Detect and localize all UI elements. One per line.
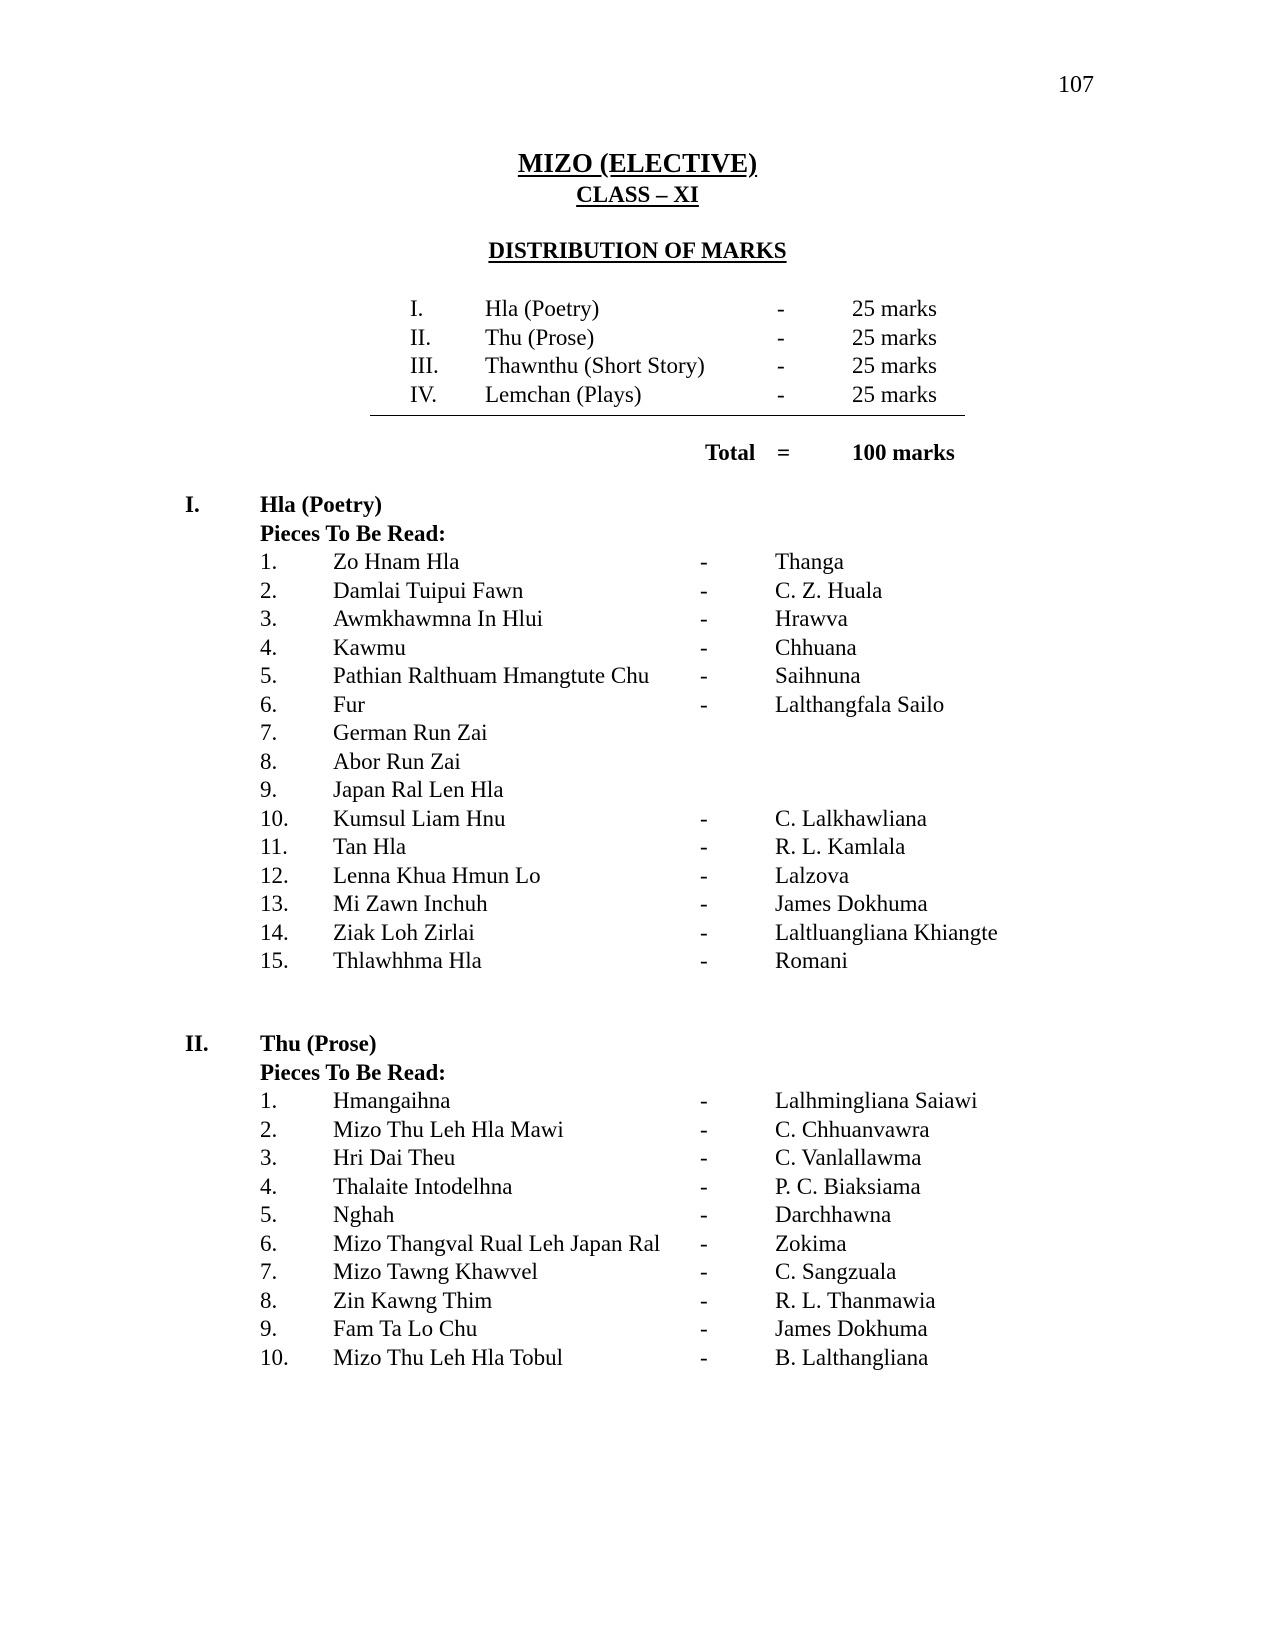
list-item: [185, 692, 1085, 721]
section-title: Hla (Poetry): [260, 492, 382, 517]
item-dash: -: [700, 1088, 708, 1113]
item-dash: -: [700, 891, 708, 916]
item-number: 4.: [260, 634, 278, 660]
list-item: [185, 806, 1085, 835]
item-dash: -: [700, 691, 708, 717]
item-author: Romani: [775, 948, 848, 973]
section-poetry: [185, 492, 1085, 977]
list-item: [185, 891, 1085, 920]
item-number: 1.: [260, 549, 278, 574]
marks-row-dash: -: [777, 353, 785, 378]
item-author: P. C. Biaksiama: [775, 1173, 921, 1199]
item-author: Hrawva: [775, 606, 848, 631]
item-title: Abor Run Zai: [333, 748, 461, 774]
item-dash: -: [700, 1287, 708, 1313]
marks-row-name: Thu (Prose): [485, 324, 595, 350]
marks-divider: [370, 415, 965, 416]
item-dash: -: [700, 1202, 708, 1227]
item-number: 11.: [260, 834, 288, 859]
marks-row-name: Hla (Poetry): [485, 296, 600, 321]
item-title: Mi Zawn Inchuh: [333, 891, 488, 916]
item-title: Mizo Tawng Khawvel: [333, 1259, 538, 1284]
list-item: [185, 1174, 1085, 1203]
item-dash: -: [700, 1116, 708, 1142]
marks-row: [370, 296, 970, 325]
item-dash: -: [700, 1316, 708, 1341]
item-author: C. Z. Huala: [775, 577, 883, 603]
item-number: 7.: [260, 720, 278, 745]
item-dash: -: [700, 606, 708, 631]
item-title: Lenna Khua Hmun Lo: [333, 862, 541, 888]
marks-row-dash: -: [777, 296, 785, 321]
item-number: 6.: [260, 691, 278, 717]
list-item: [185, 549, 1085, 578]
section-heading: [185, 492, 1085, 521]
marks-row-number: II.: [410, 324, 432, 350]
marks-row-marks: 25 marks: [852, 353, 937, 378]
item-dash: -: [700, 805, 708, 831]
list-item: [185, 948, 1085, 977]
total-value: 100 marks: [852, 440, 955, 465]
list-item: [185, 1202, 1085, 1231]
list-item: [185, 777, 1085, 806]
item-author: Chhuana: [775, 634, 857, 660]
distribution-heading-text: DISTRIBUTION OF MARKS: [488, 238, 787, 263]
item-author: Zokima: [775, 1230, 847, 1256]
marks-row-number: III.: [410, 353, 439, 378]
list-item: [185, 1259, 1085, 1288]
prose-list: [185, 1088, 1085, 1373]
page-number: 107: [1058, 72, 1094, 98]
item-dash: -: [700, 634, 708, 660]
marks-row-marks: 25 marks: [852, 324, 937, 350]
item-title: Fam Ta Lo Chu: [333, 1316, 478, 1341]
list-item: [185, 663, 1085, 692]
item-title: Japan Ral Len Hla: [333, 777, 504, 802]
list-item: [185, 606, 1085, 635]
list-item: [185, 1088, 1085, 1117]
item-number: 8.: [260, 1287, 278, 1313]
item-number: 9.: [260, 1316, 278, 1341]
item-author: James Dokhuma: [775, 891, 928, 916]
item-title: Damlai Tuipui Fawn: [333, 577, 524, 603]
item-title: Kawmu: [333, 634, 406, 660]
list-item: [185, 1316, 1085, 1345]
item-author: R. L. Thanmawia: [775, 1287, 936, 1313]
item-author: Darchhawna: [775, 1202, 892, 1227]
item-title: Zo Hnam Hla: [333, 549, 460, 574]
list-item: [185, 1288, 1085, 1317]
item-number: 9.: [260, 777, 278, 802]
item-title: Ziak Loh Zirlai: [333, 919, 475, 945]
distribution-heading: [0, 238, 1275, 264]
item-author: Lalzova: [775, 862, 850, 888]
poetry-list: [185, 549, 1085, 977]
item-number: 5.: [260, 1202, 278, 1227]
item-title: Mizo Thu Leh Hla Mawi: [333, 1116, 564, 1142]
item-author: B. Lalthangliana: [775, 1344, 929, 1370]
marks-row-number: IV.: [410, 381, 438, 407]
list-item: [185, 1231, 1085, 1260]
section-heading: [185, 1031, 1085, 1060]
item-number: 13.: [260, 891, 289, 916]
list-item: [185, 834, 1085, 863]
list-item: [185, 920, 1085, 949]
item-author: C. Sangzuala: [775, 1259, 897, 1284]
section-subheading: [185, 1060, 1085, 1089]
item-dash: -: [700, 1259, 708, 1284]
item-author: C. Vanlallawma: [775, 1145, 922, 1170]
marks-row-marks: 25 marks: [852, 296, 937, 321]
marks-row-name: Lemchan (Plays): [485, 381, 642, 407]
item-author: C. Lalkhawliana: [775, 805, 928, 831]
section-number: II.: [185, 1031, 209, 1056]
marks-row-dash: -: [777, 381, 785, 407]
item-title: Pathian Ralthuam Hmangtute Chu: [333, 663, 650, 688]
item-author: Laltluangliana Khiangte: [775, 919, 998, 945]
page-title-text: MIZO (ELECTIVE): [517, 148, 758, 178]
item-number: 10.: [260, 1344, 289, 1370]
item-title: Kumsul Liam Hnu: [333, 805, 506, 831]
item-number: 2.: [260, 577, 278, 603]
list-item: [185, 720, 1085, 749]
item-number: 6.: [260, 1230, 278, 1256]
item-title: Mizo Thangval Rual Leh Japan Ral: [333, 1230, 661, 1256]
item-number: 10.: [260, 805, 289, 831]
section-title: Thu (Prose): [260, 1031, 377, 1056]
total-label: Total: [705, 440, 756, 465]
item-dash: -: [700, 948, 708, 973]
item-number: 8.: [260, 748, 278, 774]
marks-row-name: Thawnthu (Short Story): [485, 353, 705, 378]
item-number: 3.: [260, 606, 278, 631]
item-number: 1.: [260, 1088, 278, 1113]
item-author: C. Chhuanvawra: [775, 1116, 930, 1142]
item-dash: -: [700, 834, 708, 859]
item-author: Thanga: [775, 549, 844, 574]
item-title: Thalaite Intodelhna: [333, 1173, 513, 1199]
item-author: Saihnuna: [775, 663, 861, 688]
list-item: [185, 1345, 1085, 1374]
item-dash: -: [700, 1173, 708, 1199]
item-author: Lalthangfala Sailo: [775, 691, 945, 717]
section-number: I.: [185, 492, 200, 517]
item-author: R. L. Kamlala: [775, 834, 906, 859]
marks-row-marks: 25 marks: [852, 381, 937, 407]
item-dash: -: [700, 862, 708, 888]
item-number: 15.: [260, 948, 289, 973]
item-dash: -: [700, 919, 708, 945]
section-subheading-text: Pieces To Be Read:: [260, 1059, 446, 1085]
marks-row: [370, 325, 970, 354]
list-item: [185, 578, 1085, 607]
item-author: Lalhmingliana Saiawi: [775, 1088, 978, 1113]
list-item: [185, 1145, 1085, 1174]
section-prose: [185, 1031, 1085, 1373]
item-number: 3.: [260, 1145, 278, 1170]
item-title: Awmkhawmna In Hlui: [333, 606, 543, 631]
item-number: 5.: [260, 663, 278, 688]
total-equals: =: [777, 440, 791, 465]
marks-total-row: [370, 440, 970, 470]
item-title: Nghah: [333, 1202, 395, 1227]
item-title: Hri Dai Theu: [333, 1145, 456, 1170]
item-number: 2.: [260, 1116, 278, 1142]
page-title: [0, 148, 1275, 179]
marks-distribution-table: [370, 296, 970, 410]
list-item: [185, 863, 1085, 892]
item-title: Mizo Thu Leh Hla Tobul: [333, 1344, 564, 1370]
item-number: 7.: [260, 1259, 278, 1284]
item-dash: -: [700, 1145, 708, 1170]
item-dash: -: [700, 663, 708, 688]
section-subheading-text: Pieces To Be Read:: [260, 520, 446, 546]
page-subtitle: [0, 182, 1275, 208]
item-number: 14.: [260, 919, 289, 945]
marks-row-dash: -: [777, 324, 785, 350]
item-title: Thlawhhma Hla: [333, 948, 482, 973]
section-subheading: [185, 521, 1085, 550]
item-dash: -: [700, 1230, 708, 1256]
item-author: James Dokhuma: [775, 1316, 928, 1341]
item-number: 4.: [260, 1173, 278, 1199]
marks-row: [370, 353, 970, 382]
item-dash: -: [700, 549, 708, 574]
marks-row-number: I.: [410, 296, 424, 321]
list-item: [185, 749, 1085, 778]
marks-row: [370, 382, 970, 411]
item-title: Fur: [333, 691, 365, 717]
item-title: Tan Hla: [333, 834, 407, 859]
item-title: Zin Kawng Thim: [333, 1287, 493, 1313]
list-item: [185, 1117, 1085, 1146]
item-number: 12.: [260, 862, 289, 888]
list-item: [185, 635, 1085, 664]
item-dash: -: [700, 1344, 708, 1370]
item-dash: -: [700, 577, 708, 603]
page-subtitle-text: CLASS – XI: [576, 182, 699, 207]
item-title: Hmangaihna: [333, 1088, 451, 1113]
item-title: German Run Zai: [333, 720, 488, 745]
